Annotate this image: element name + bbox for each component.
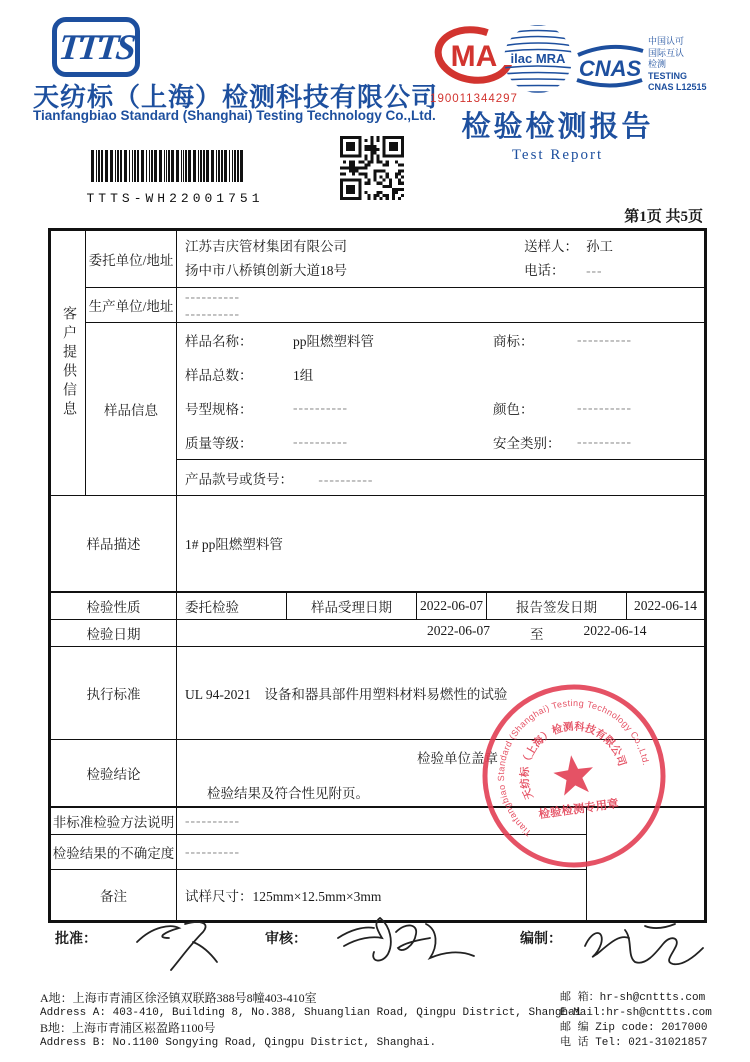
standard-value: UL 94-2021 设备和器具部件用塑料材料易燃性的试验 bbox=[177, 647, 706, 740]
ttts-logo-text: TTTS bbox=[56, 27, 136, 67]
sample-info-label: 样品信息 bbox=[86, 323, 177, 496]
row-manufacturer bbox=[50, 288, 706, 323]
inspection-date-cell bbox=[177, 620, 706, 647]
approve-signature bbox=[125, 912, 240, 974]
color-value: ---------- bbox=[577, 400, 632, 415]
row-consignor bbox=[50, 230, 706, 288]
nonstandard-label: 非标准检验方法说明 bbox=[50, 807, 177, 835]
ilac-mra-icon bbox=[502, 22, 574, 96]
cnas-accreditation-text bbox=[648, 36, 723, 94]
cnas-line-3: 检测 bbox=[648, 59, 667, 69]
safety-class-label: 安全类别： bbox=[493, 436, 561, 451]
consignor-value-cell bbox=[177, 230, 706, 288]
client-info-section-cell bbox=[50, 230, 86, 496]
row-nonstandard bbox=[50, 807, 706, 835]
row-sample-info bbox=[50, 323, 706, 460]
svg-text:MA: MA bbox=[450, 40, 498, 73]
approve-label: 批准： bbox=[55, 932, 97, 947]
qr-code-icon bbox=[340, 136, 404, 200]
footer-address-block bbox=[40, 991, 581, 1051]
prepare-label: 编制： bbox=[520, 932, 562, 947]
zip-code: 邮 编 Zip code: 2017000 bbox=[560, 1022, 708, 1034]
address-b-cn: B地：上海市青浦区崧盈路1100号 bbox=[40, 1021, 216, 1035]
cnas-line-2: 国际互认 bbox=[648, 47, 685, 58]
uncertainty-value: ---------- bbox=[177, 835, 587, 870]
review-label: 审核： bbox=[265, 932, 307, 947]
client-info-section-label: 客户提供信息 bbox=[61, 306, 76, 420]
trademark-value: ---------- bbox=[577, 332, 632, 347]
cnas-line-1: 中国认可 bbox=[648, 36, 685, 46]
cnas-mark bbox=[574, 40, 646, 97]
consignor-name: 江苏吉庆管材集团有限公司 bbox=[185, 239, 347, 254]
report-number: TTTS-WH22001751 bbox=[86, 191, 264, 206]
ilac-mra-mark bbox=[502, 22, 574, 101]
seal-center-label: 检验检测专用章 bbox=[538, 798, 620, 822]
cnas-label: CNAS bbox=[578, 56, 642, 81]
inspection-nature-label: 检验性质 bbox=[50, 592, 177, 620]
date-issued-value: 2022-06-14 bbox=[627, 592, 706, 620]
conclusion-value: 检验结果及符合性见附页。 bbox=[207, 785, 369, 801]
inspection-date-from: 2022-06-07 bbox=[427, 623, 490, 638]
bottom-right-empty-cell bbox=[587, 807, 706, 922]
inspection-date-to: 2022-06-14 bbox=[583, 623, 647, 638]
conclusion-label: 检验结论 bbox=[50, 740, 177, 807]
manufacturer-value-cell bbox=[177, 288, 706, 323]
remark-value: 试样尺寸：125mm×12.5mm×3mm bbox=[177, 870, 587, 922]
row-sample-desc bbox=[50, 496, 706, 592]
manufacturer-line2: ---------- bbox=[185, 306, 240, 321]
phone-label: 电话： bbox=[524, 263, 565, 278]
product-no-cell bbox=[177, 460, 706, 496]
phone-value: --- bbox=[586, 263, 603, 278]
row-standard bbox=[50, 647, 706, 740]
inspection-date-label: 检验日期 bbox=[50, 620, 177, 647]
report-title-cn: 检验检测报告 bbox=[461, 111, 654, 143]
sender-value: 孙工 bbox=[586, 239, 614, 254]
sample-info-cell bbox=[177, 323, 706, 460]
seal-arc-text-cn: 天纺标（上海）检测科技有限公司 bbox=[519, 721, 627, 801]
consignor-label: 委托单位/地址 bbox=[86, 230, 177, 288]
cnas-line-4: TESTING bbox=[648, 70, 688, 81]
company-name-en: Tianfangbiao Standard (Shanghai) Testing Technology Co.,Ltd. bbox=[33, 108, 436, 123]
sample-desc-label: 样品描述 bbox=[50, 496, 177, 592]
product-no-label: 产品款号或货号： bbox=[185, 471, 293, 487]
conclusion-cell bbox=[177, 740, 706, 807]
date-received-label: 样品受理日期 bbox=[287, 592, 417, 620]
address-b-en: Address B: No.1100 Songying Road, Qingpu District, Shanghai. bbox=[40, 1037, 437, 1049]
row-inspection-date bbox=[50, 620, 706, 647]
report-title-en: Test Report bbox=[511, 147, 604, 163]
cma-number: 190011344297 bbox=[430, 93, 518, 105]
sample-qty-label: 样品总数： bbox=[185, 368, 253, 383]
standard-label: 执行标准 bbox=[50, 647, 177, 740]
manufacturer-line1: ---------- bbox=[185, 289, 240, 304]
sample-name-label: 样品名称： bbox=[185, 334, 253, 349]
remark-label: 备注 bbox=[50, 870, 177, 922]
page-indicator: 第1页 共5页 bbox=[624, 209, 703, 225]
ilac-mra-label: ilac MRA bbox=[510, 51, 566, 66]
sample-name-value: pp阻燃塑料管 bbox=[293, 334, 374, 349]
seal-here-label: 检验单位盖章 bbox=[417, 750, 498, 766]
sample-qty-value: 1组 bbox=[293, 368, 314, 383]
quality-grade-value: ---------- bbox=[293, 434, 348, 449]
barcode-icon bbox=[89, 150, 261, 184]
company-name-cn: 天纺标（上海）检测科技有限公司 bbox=[33, 83, 439, 112]
cnas-line-5: CNAS L12515 bbox=[648, 82, 707, 92]
color-label: 颜色： bbox=[493, 402, 534, 417]
report-title bbox=[450, 104, 665, 164]
report-table bbox=[48, 228, 707, 923]
inspection-date-mid: 至 bbox=[530, 627, 544, 642]
email-cn: 邮 箱：hr-sh@cnttts.com bbox=[560, 992, 706, 1004]
date-received-value: 2022-06-07 bbox=[417, 592, 487, 620]
nonstandard-value: ---------- bbox=[177, 807, 587, 835]
footer-contact-block bbox=[560, 991, 712, 1051]
product-no-value: ---------- bbox=[318, 471, 374, 487]
model-spec-label: 号型规格： bbox=[185, 402, 253, 417]
address-a-cn: A地：上海市青浦区徐泾镇双联路388号8幢403-410室 bbox=[40, 991, 317, 1005]
email-en: E-Mail:hr-sh@cnttts.com bbox=[560, 1007, 712, 1019]
telephone: 电 话 Tel: 021-31021857 bbox=[560, 1037, 708, 1049]
address-a-en: Address A: 403-410, Building 8, No.388, Shuanglian Road, Qingpu District, Shanghai bbox=[40, 1007, 582, 1019]
date-issued-label: 报告签发日期 bbox=[487, 592, 627, 620]
row-conclusion bbox=[50, 740, 706, 807]
safety-class-value: ---------- bbox=[577, 434, 632, 449]
seal-ring-text-en: Tianfangbiao Standard (Shanghai) Testing Technology Co.,Ltd. bbox=[495, 697, 652, 839]
uncertainty-label: 检验结果的不确定度 bbox=[50, 835, 177, 870]
barcode-block bbox=[85, 150, 265, 206]
inspection-nature-value: 委托检验 bbox=[177, 592, 287, 620]
prepare-signature bbox=[575, 912, 710, 974]
consignor-address: 扬中市八桥镇创新大道18号 bbox=[185, 263, 347, 278]
sender-label: 送样人： bbox=[524, 239, 579, 254]
model-spec-value: ---------- bbox=[293, 400, 348, 415]
sample-desc-value: 1# pp阻燃塑料管 bbox=[177, 496, 706, 592]
trademark-label: 商标： bbox=[493, 334, 534, 349]
cnas-icon bbox=[574, 40, 646, 92]
review-signature bbox=[330, 908, 480, 978]
row-inspection-nature bbox=[50, 592, 706, 620]
ttts-logo bbox=[52, 17, 140, 77]
quality-grade-label: 质量等级： bbox=[185, 436, 253, 451]
manufacturer-label: 生产单位/地址 bbox=[86, 288, 177, 323]
